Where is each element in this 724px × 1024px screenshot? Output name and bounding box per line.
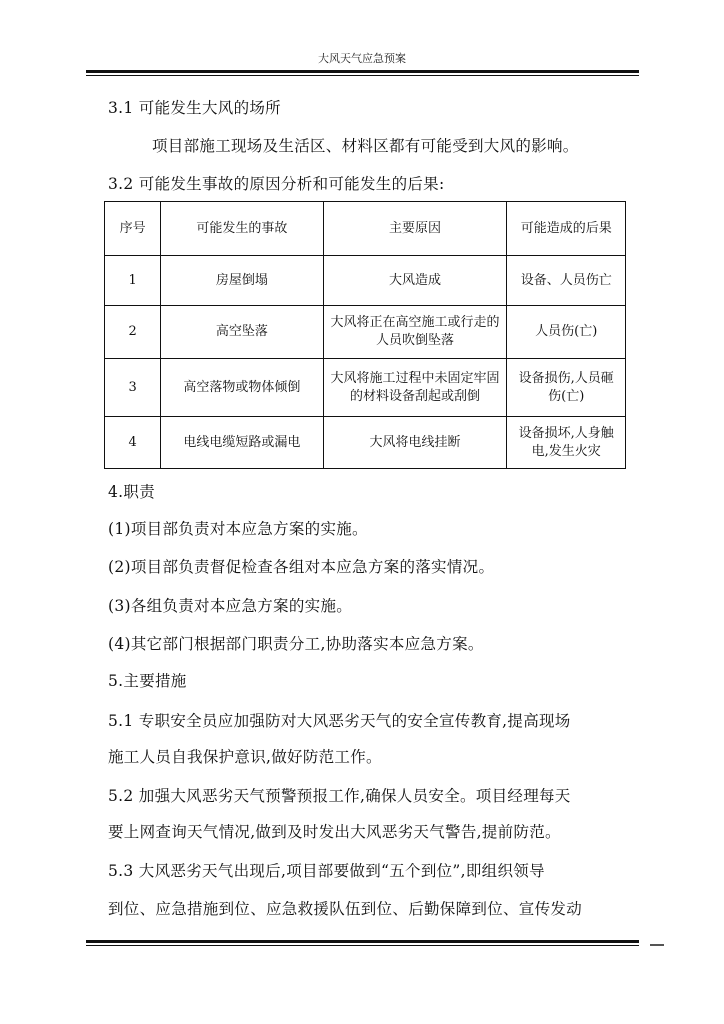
header-cell-no: 序号 <box>105 202 161 256</box>
cell-accident: 高空落物或物体倾倒 <box>161 359 323 417</box>
cell-consequence: 人员伤(亡) <box>507 306 626 359</box>
page-corner-mark <box>650 944 664 946</box>
header-cell-consequence: 可能造成的后果 <box>507 202 626 256</box>
duty-item: (3)各组负责对本应急方案的实施。 <box>108 597 353 615</box>
measures-heading: 5.主要措施 <box>108 672 187 690</box>
table-row <box>105 256 626 306</box>
cell-no: 3 <box>105 359 161 417</box>
duty-item: (1)项目部负责对本应急方案的实施。 <box>108 520 368 538</box>
measure-line: 5.2 加强大风恶劣天气预警预报工作,确保人员安全。项目经理每天 <box>108 787 571 805</box>
duty-item: (4)其它部门根据部门职责分工,协助落实本应急方案。 <box>108 635 484 653</box>
duty-item: (2)项目部负责督促检查各组对本应急方案的落实情况。 <box>108 558 495 576</box>
table-row <box>105 306 626 359</box>
section-3-1-heading: 3.1 可能发生大风的场所 <box>108 99 281 117</box>
cell-no: 2 <box>105 306 161 359</box>
header-rule-thin <box>86 75 639 76</box>
cell-cause: 大风将施工过程中未固定牢固的材料设备刮起或刮倒 <box>323 359 507 417</box>
measure-line: 要上网查询天气情况,做到及时发出大风恶劣天气警告,提前防范。 <box>108 823 561 841</box>
header-cell-cause: 主要原因 <box>323 202 507 256</box>
header-rule-thick <box>86 70 639 73</box>
section-3-1-body: 项目部施工现场及生活区、材料区都有可能受到大风的影响。 <box>152 137 579 155</box>
cell-accident: 高空坠落 <box>161 306 323 359</box>
section-3-2-heading: 3.2 可能发生事故的原因分析和可能发生的后果: <box>108 175 445 193</box>
footer-rule-thick <box>86 940 639 943</box>
header-cell-accident: 可能发生的事故 <box>161 202 323 256</box>
accident-table <box>104 201 626 469</box>
measure-line: 5.1 专职安全员应加强防对大风恶劣天气的安全宣传教育,提高现场 <box>108 712 571 730</box>
duties-heading: 4.职责 <box>108 483 155 501</box>
cell-consequence: 设备、人员伤亡 <box>507 256 626 306</box>
cell-consequence: 设备损伤,人员砸伤(亡) <box>507 359 626 417</box>
cell-accident: 房屋倒塌 <box>161 256 323 306</box>
cell-cause: 大风将电线挂断 <box>323 417 507 469</box>
cell-accident: 电线电缆短路或漏电 <box>161 417 323 469</box>
running-header: 大风天气应急预案 <box>318 52 406 65</box>
cell-cause: 大风将正在高空施工或行走的人员吹倒坠落 <box>323 306 507 359</box>
measure-line: 施工人员自我保护意识,做好防范工作。 <box>108 748 382 766</box>
cell-cause: 大风造成 <box>323 256 507 306</box>
cell-no: 4 <box>105 417 161 469</box>
table-row <box>105 417 626 469</box>
footer-rule-thin <box>86 945 639 946</box>
cell-consequence: 设备损坏,人身触电,发生火灾 <box>507 417 626 469</box>
measure-line: 5.3 大风恶劣天气出现后,项目部要做到“五个到位”,即组织领导 <box>108 862 545 880</box>
table-row <box>105 359 626 417</box>
table-header-row <box>105 202 626 256</box>
cell-no: 1 <box>105 256 161 306</box>
measure-line: 到位、应急措施到位、应急救援队伍到位、后勤保障到位、宣传发动 <box>108 900 583 918</box>
